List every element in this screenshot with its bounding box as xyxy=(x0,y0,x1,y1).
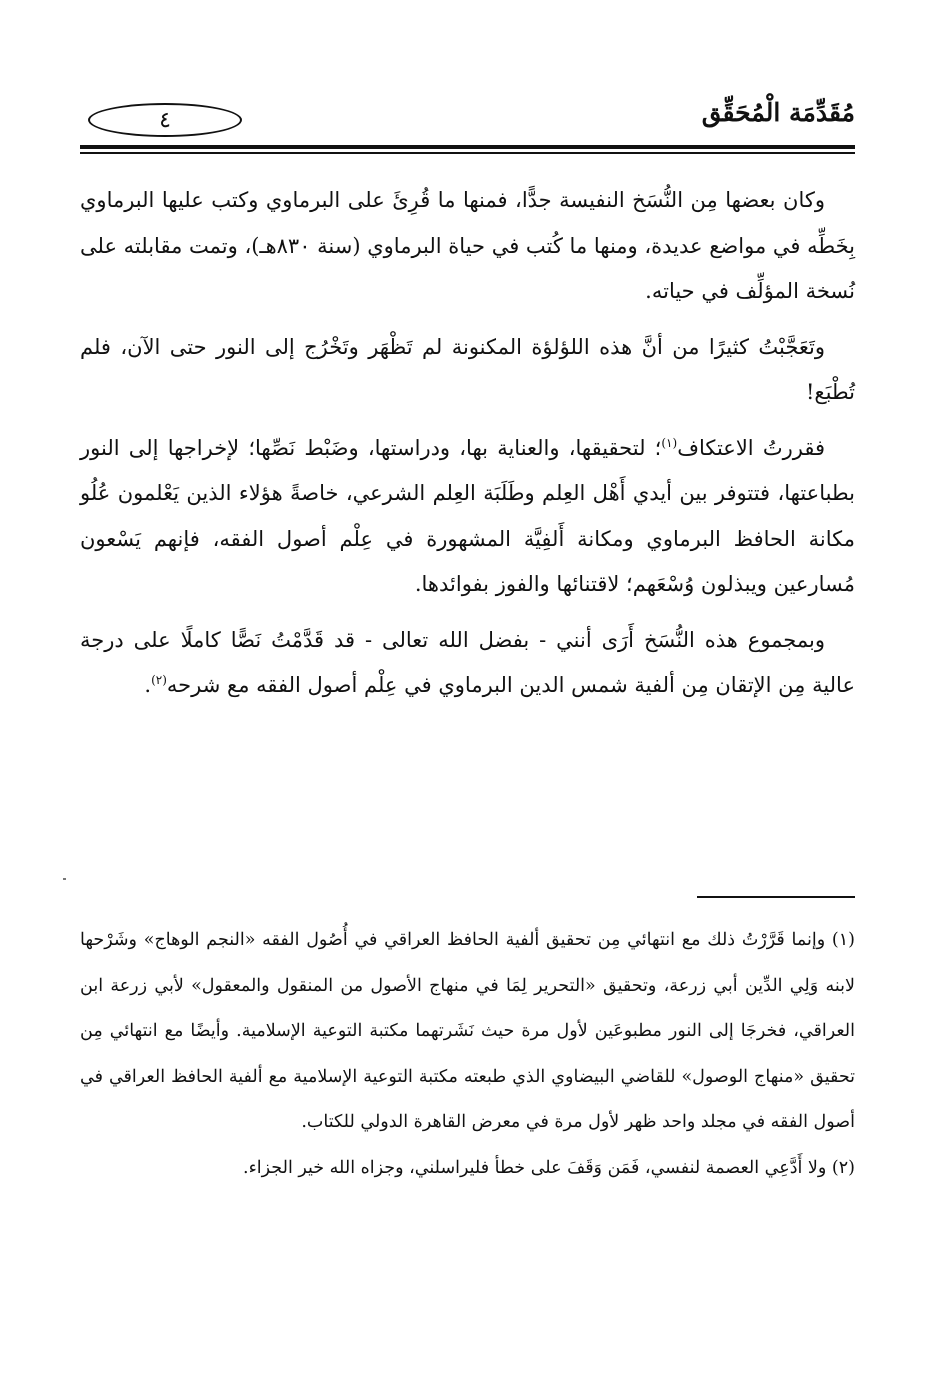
paragraph-text: وبمجموع هذه النُّسَخ أَرَى أنني - بفضل الله تعالى - قد قَدَّمْتُ نَصًّا كاملًا على درجة عالية مِن الإتقان مِن ألفية شمس الدين البرماوي في عِلْم أصول الفقه مع xyxy=(80,627,855,697)
page-number: ٤ xyxy=(159,107,171,133)
paragraph: وتَعَجَّبْتُ كثيرًا من أنَّ هذه اللؤلؤة المكنونة لم تَظْهَر وتَخْرُج إلى النور حتى الآن، فلم تُطْبَع! xyxy=(80,334,855,404)
footnote-ref: (٢) xyxy=(151,673,167,687)
page-number-badge xyxy=(88,103,242,137)
footnotes xyxy=(80,918,855,1191)
header-rule-thin xyxy=(80,152,855,154)
paragraph-text: فقررتُ الاعتكاف xyxy=(677,435,825,460)
scan-speck xyxy=(63,878,66,880)
header-rule-thick xyxy=(80,145,855,149)
paragraph-text: شرحه xyxy=(166,673,221,697)
footnote: (٢) ولا أَدَّعِي العصمة لنفسي، فَمَن وَقَفَ على خطأ فليراسلني، وجزاه الله خير الجزاء. xyxy=(243,1157,855,1178)
paragraph xyxy=(80,618,855,709)
running-title: مُقَدِّمَة الْمُحَقِّق xyxy=(701,98,855,127)
paragraph-text: ؛ لتحقيقها، والعناية بها، ودراستها، وضَبْط نَصِّها؛ لإخراجها إلى النور بطباعتها، فتتوفر بين أيدي أَهْل العِلم وطَلَبَة العِلم الشرعي، خاصةً هؤلاء الذين يَعْلمون عُلُو مكانة الحافظ البرماوي ومكانة أَلفِيَّة المشهورة في عِلْم أصول الفقه، فإنهم يَسْعون مُسارعين ويبذلون وُسْعَهم؛ لاقتنائها والفوز بفوائدها. xyxy=(80,435,855,596)
footnote-separator xyxy=(697,896,855,898)
footnote-ref: (١) xyxy=(661,435,678,450)
paragraph-text: . xyxy=(144,673,152,697)
paragraph: وكان بعضها مِن النُّسَخ النفيسة جدًّا، فمنها ما قُرِئَ على البرماوي وكتب عليها البرماوي بِخَطِّه في مواضع عديدة، ومنها ما كُتب في حياة البرماوي (سنة ٨٣٠هـ)، وتمت مقابلته على نُسخة المؤلِّف في حياته. xyxy=(80,188,855,303)
main-text xyxy=(80,178,855,719)
footnote: (١) وإنما قَرَّرْتُ ذلك مع انتهائي مِن تحقيق ألفية الحافظ العراقي في أُصُول الفقه «النجم الوهاج» وشَرْحها لابنه وَلِي الدِّين أبي زرعة، وتحقيق «التحرير لِمَا في منهاج الأصول من المنقول والمعقول» لأبي زرعة ابن العراقي، فخرجَا إلى النور مطبوعَين لأول مرة حيث نَشَرتهما مكتبة التوعية الإسلامية. وأيضًا مع انتهائي مِن تحقيق «منهاج الوصول» للقاضي البيضاوي الذي طبعته مكتبة التوعية الإسلامية مع ألفية الحافظ العراقي في أصول الفقه في مجلد واحد ظهر لأول مرة في معرض القاهرة الدولي للكتاب. xyxy=(80,930,855,1132)
page-header xyxy=(80,92,855,144)
paragraph xyxy=(80,426,855,608)
